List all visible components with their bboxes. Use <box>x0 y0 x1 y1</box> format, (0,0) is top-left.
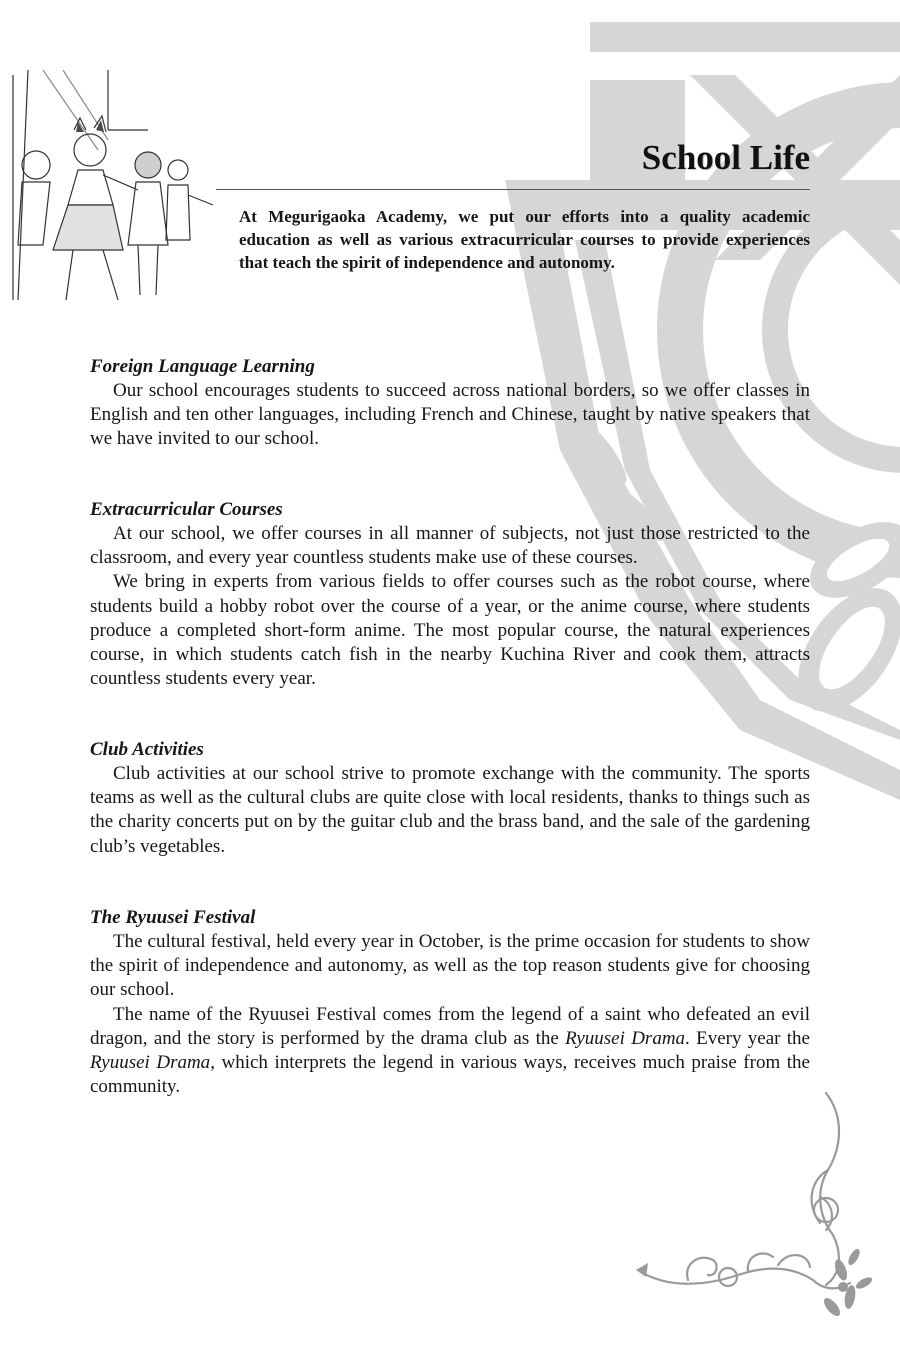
section-paragraph: We bring in experts from various fields to offer courses such as the robot course, where students build a hobby robot over the course of a year, or the anime course, where students produce a completed short-form anime. The most popular course, the natural experiences course, in which students catch fish in the nearby Kuchina River and cook them, attracts countless students every year. <box>90 571 810 690</box>
section-ryuusei-festival <box>90 906 810 1099</box>
text-span: The name of the Ryuusei Festival comes from the legend of a saint who defeated an evil dragon, and the story is performed by the drama club as the <box>90 1003 810 1049</box>
text-span: . Every year the <box>685 1027 810 1049</box>
text-span: , which interprets the legend in various ways, receives much praise from the community. <box>90 1052 810 1098</box>
section-paragraph-drama <box>90 1003 810 1100</box>
section-heading: Foreign Language Learning <box>90 356 315 377</box>
section-heading: Extracurricular Courses <box>90 499 283 520</box>
title-divider <box>216 189 810 190</box>
section-foreign-language-learning <box>90 355 810 452</box>
section-extracurricular-courses <box>90 498 810 691</box>
section-paragraph: At our school, we offer courses in all manner of subjects, not just those restricted to the classroom, and every year countless students make use of these courses. <box>90 523 810 569</box>
section-heading: The Ryuusei Festival <box>90 907 256 928</box>
section-paragraph: Our school encourages students to succeed across national borders, so we offer classes in English and ten other languages, including French and Chinese, taught by native speakers that we have invited to our school. <box>90 380 810 450</box>
drama-title: Ryuusei Drama <box>565 1027 686 1049</box>
section-heading: Club Activities <box>90 739 204 760</box>
page-title: School Life <box>641 138 810 177</box>
section-paragraph: The cultural festival, held every year in October, is the prime occasion for students to show the spirit of independence and autonomy, as well as the top reason students give for choosing our school. <box>90 931 810 1001</box>
drama-title: Ryuusei Drama <box>90 1052 211 1074</box>
intro-paragraph: At Megurigaoka Academy, we put our efforts into a quality academic education as well as various extracurricular courses to provide experiences that teach the spirit of independence and autonomy. <box>239 207 810 272</box>
floral-corner-ornament <box>628 1085 873 1335</box>
section-club-activities <box>90 738 810 859</box>
section-paragraph: Club activities at our school strive to promote exchange with the community. The sports teams as well as the cultural clubs are quite close with local residents, thanks to things such as the charity concerts put on by the guitar club and the brass band, and the sale of the gardening club’s vegetables. <box>90 763 810 857</box>
manga-students-illustration <box>8 70 218 305</box>
